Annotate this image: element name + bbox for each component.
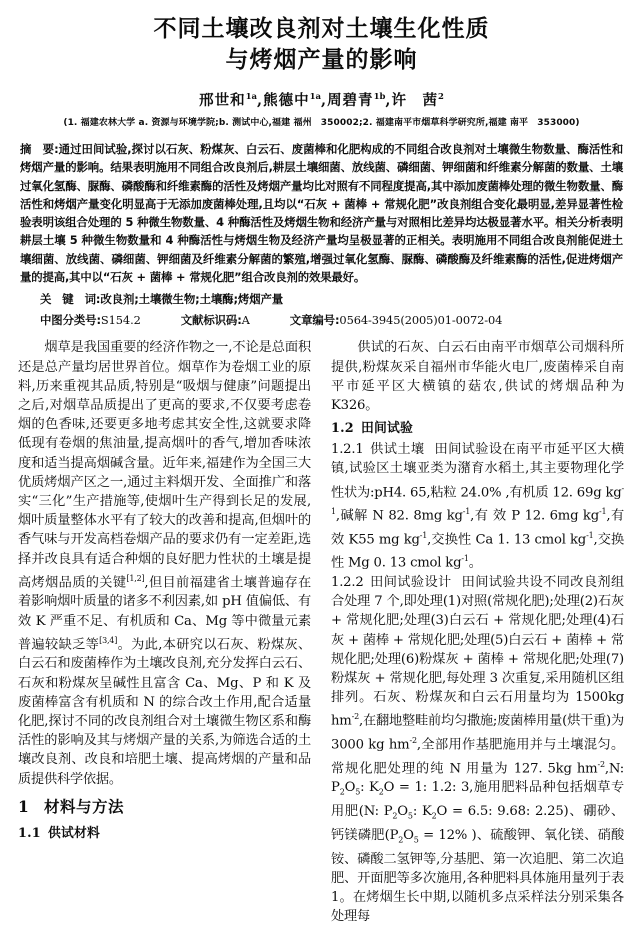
subsection-1-2-2-text-j: O = 6.5: 9.68: 2.25)、硼砂、钙镁磷肥(P (331, 804, 625, 843)
author-1-name: 邢世和 (199, 92, 246, 109)
section-1-2-title: 田间试验 (361, 421, 413, 437)
author-2-name: 熊德中 (263, 92, 310, 109)
subsection-1-2-1-text-g: 。 (468, 555, 482, 571)
body-columns (18, 338, 625, 926)
subsection-1-2-2-text-h: O (397, 804, 408, 820)
author-2-affil-marker: 1a (309, 92, 321, 103)
subsection-1-2-2-text-e: O (344, 780, 356, 796)
section-1-1-number: 1.1 (18, 825, 41, 841)
unit-exponent-6: -1 (461, 554, 469, 564)
subsection-1-2-2-text-f: : K (360, 780, 379, 796)
document-code-label: 文献标识码: (180, 313, 242, 328)
author-3-name: 周碧青 (327, 92, 374, 109)
abstract-block (18, 140, 625, 286)
author-4-affil-marker: 2 (437, 92, 444, 103)
author-list (18, 89, 625, 110)
area-exponent-3: -2 (597, 759, 605, 769)
subsection-1-2-2 (331, 573, 624, 927)
subsection-1-2-2-text-d: ,N: P (331, 760, 624, 796)
subsection-1-2-1-text-f: ,交换性 Mg 0. 13 cmol kg (331, 532, 625, 571)
area-exponent-2: -2 (409, 735, 417, 745)
author-1-affil-marker: 1a (245, 92, 258, 103)
author-4-name: 许 茜 (391, 92, 438, 109)
formula-sub-3: 2 (378, 787, 384, 797)
abstract-label-char-1: 摘 (20, 142, 32, 156)
keywords-value: 改良剂;土壤微生物;土壤酶;烤烟产量 (100, 292, 284, 307)
title-line-2: 与烤烟产量的影响 (225, 47, 418, 73)
article-number-value: 0564-3945(2005)01-0072-04 (339, 313, 503, 328)
subsection-1-2-2-title: 田间试验设计 (369, 574, 452, 590)
unit-exponent-2: -1 (462, 507, 471, 517)
section-heading-1 (18, 794, 311, 820)
intro-text-part-1: 烟草是我国重要的经济作物之一,不论是总面积还是总产量均居世界首位。烟草作为卷烟工业的原料,历来重视其品质,特别是“吸烟与健康”问题提出之后,对烟草品质提出了更高的要求,不仅要考虑卷烟的色香味,还要更多地考虑其安全性,这就要求降低现有卷烟的焦油量,提高烟叶的香气,增加香味浓度和适当提高烟碱含量。近年来,福建作为全国三大优质烤烟产区之一,通过主料烟开发、全面推广和落实“三化”生产措施等,使烟叶生产得到长足的发展,烟叶质量整体水平有了较大的改善和提高,但烟叶的香气味与开发高档卷烟产品的要求仍有一定差距,选择并改良具有适合种烟的良好肥力性状的土壤是提高烤烟品质的关键 (18, 340, 311, 591)
subsection-1-2-1-text-d: ,有 效 K55 mg kg (331, 508, 624, 548)
subsection-1-2-1 (331, 440, 624, 573)
clc-value: S154.2 (100, 313, 141, 328)
author-sep-2: , (321, 92, 328, 109)
article-number-label: 文章编号: (289, 313, 340, 328)
subsection-1-2-2-text-k: O (403, 827, 414, 843)
formula-sub-6: 2 (431, 811, 437, 821)
citation-ref-2: [3,4] (99, 635, 118, 645)
author-sep-1: , (257, 92, 264, 109)
citation-ref-1: [1,2] (126, 573, 145, 583)
unit-exponent-3: -1 (598, 507, 607, 517)
title-block (18, 8, 625, 130)
unit-exponent-1: -1 (331, 483, 624, 517)
right-column (331, 338, 624, 926)
document-code-value: A (241, 313, 250, 328)
subsection-1-2-1-text-a: 田间试验设在南平市延平区大横镇,试验区土壤亚类为潴育水稻土,其主要物理化学性状为:pH4. 65,粘粒 24.0% ,有机质 12. 69g kg (331, 442, 625, 500)
intro-text-part-3: 。为此,本研究以石灰、粉煤灰、白云石和废菌棒作为土壤改良剂,充分发挥白云石、石灰和粉煤灰呈碱性且富含 Ca、Mg、P 和 K 及废菌棒富含有机质和 N 的综合改土作用,配合适量化肥,探讨不同的改良剂组合对土壤微生物区系和酶活性的影响及其与烤烟产量的关系,为筛选合适的土壤改良剂、改良和培肥土壤、提高烤烟的产量和品质提供科学依据。 (18, 637, 311, 787)
formula-sub-2: 5 (355, 787, 361, 797)
abstract-label-char-2: 要 (42, 142, 55, 156)
subsection-1-2-1-text-e: ,交换性 Ca 1. 13 cmol kg (427, 532, 587, 548)
title-line-1: 不同土壤改良剂对土壤生化性质 (153, 16, 490, 42)
author-4 (391, 92, 443, 109)
subsection-1-2-2-text-c: ,全部用作基肥施用并与土壤混匀。常规化肥处理的纯 N 用量为 127. 5kg hm (331, 737, 624, 776)
abstract-text: 通过田间试验,探讨以石灰、粉煤灰、白云石、废菌棒和化肥构成的不同组合改良剂对土壤微生物数量、酶活性和烤烟产量的影响。结果表明施用不同组合改良剂后,耕层土壤细菌、放线菌、磷细菌、钾细菌和纤维素分解菌的数量、土壤过氧化氢酶、脲酶、磷酸酶和纤维素酶的活性及烤烟产量均比对照有不同程度提高,其中添加废菌棒处理的微生物数量、酶活性和烤烟产量变化明显高于无添加废菌棒处理,且均以“石灰 + 菌棒 + 常规化肥”改良剂组合变化最明显,差异显著性检验表明该组合处理的 5 种微生物数量、4 种酶活性及烤烟生物和经济产量与对照相比差异均达极显著水平。相关分析表明耕层土壤 5 种微生物数量和 4 种酶活性与烤烟生物及经济产量均呈极显著的正相关。表明施用不同组合改良剂能促进土壤细菌、放线菌、磷细菌、钾细菌及纤维素分解菌的繁殖,增强过氧化氢酶、脲酶、磷酸酶及纤维素酶的活性,促进烤烟产量的提高,其中以“石灰 + 菌棒 + 常规化肥”组合改良剂的效果最好。 (20, 142, 623, 285)
unit-exponent-5: -1 (586, 530, 594, 540)
subsection-1-2-2-text-l: = 12% )、硫酸钾、氧化镁、硝酸铵、磷酸二氢钾等,分基肥、第一次追肥、第二次追肥、开面肥等多次施用,各种肥料具体施用量列于表 1。在烤烟生长中期,以随机多点采样法分别采集各处理每 (331, 827, 624, 925)
author-sep-3: , (385, 92, 392, 109)
author-3 (327, 92, 385, 109)
subsection-1-2-2-text-a: 田间试验共设不同改良剂组合处理 7 个,即处理(1)对照(常规化肥);处理(2)石灰 + 常规化肥;处理(3)白云石 + 常规化肥;处理(4)石灰 + 菌棒 + 常规化肥;处理(5)白云石 + 菌棒 + 常规化肥;处理(6)粉煤灰 + 菌棒 + 常规化肥;处理(7)粉煤灰 + 常规化肥,每处理 3 次重复,采用随机区组排列。石灰、粉煤灰和白云石用量均为 1500kg hm (331, 574, 624, 729)
keywords-label-char-3: 词 (84, 292, 96, 307)
page-title (18, 14, 625, 76)
affiliation-line: (1. 福建农林大学 a. 资源与环境学院;b. 测试中心,福建 福州 350002;2. 福建南平市烟草科学研究所,福建 南平 353000) (63, 118, 580, 128)
section-1-number: 1 (18, 796, 30, 816)
keywords-colon: : (95, 292, 101, 307)
intro-text-part-2: ,但目前福建省土壤普遍存在着影响烟叶质量的诸多不利因素,如 pH 值偏低、有效 K 严重不足、有机质和 Ca、Mg 等中微量元素普遍较缺乏等 (18, 575, 312, 653)
abstract-colon: : (54, 142, 59, 156)
keywords-line (18, 290, 625, 309)
left-column (18, 338, 311, 844)
author-3-affil-marker: 1b (373, 92, 386, 103)
subsection-1-2-1-title: 供试土壤 (369, 442, 425, 458)
section-1-2-number: 1.2 (331, 421, 354, 437)
author-1 (199, 92, 257, 109)
formula-sub-4: 2 (392, 811, 398, 821)
introduction-paragraph (18, 338, 311, 788)
abstract-label (20, 142, 58, 156)
section-1-title: 材料与方法 (44, 797, 125, 816)
subsection-1-2-1-number: 1.2.1 (331, 442, 364, 458)
metadata-line (18, 311, 625, 330)
subsection-1-2-2-number: 1.2.2 (331, 574, 364, 590)
formula-sub-8: 5 (413, 835, 419, 845)
formula-sub-7: 2 (398, 835, 404, 845)
keywords-label (40, 292, 100, 306)
formula-sub-5: 5 (407, 811, 413, 821)
subsection-1-2-1-text-c: ,有 效 P 12. 6mg kg (470, 508, 599, 524)
section-heading-1-2 (331, 418, 624, 440)
keywords-label-char-1: 关 (40, 292, 52, 307)
subsection-1-2-2-text-b: ,在翻地整畦前均匀撒施;废菌棒用量(烘干重)为 3000 kg hm (331, 713, 624, 753)
section-1-1-title: 供试材料 (48, 825, 100, 841)
unit-exponent-4: -1 (419, 530, 428, 540)
subsection-1-2-2-text-g: O = 1: 1.2: 3,施用肥料品种包括烟草专用肥(N: P (331, 780, 625, 820)
keywords-label-char-2: 键 (62, 292, 74, 307)
section-heading-1-1 (18, 823, 311, 845)
clc-label: 中图分类号: (40, 313, 101, 328)
materials-paragraph: 供试的石灰、白云石由南平市烟草公司烟科所提供,粉煤灰采自福州市华能火电厂,废菌棒采自南平市延平区大横镇的菇农,供试的烤烟品种为 K326。 (331, 340, 624, 413)
author-2 (263, 92, 321, 109)
formula-sub-1: 2 (339, 787, 345, 797)
area-exponent-1: -2 (351, 712, 360, 722)
subsection-1-2-2-text-i: : K (412, 804, 432, 820)
subsection-1-2-1-text-b: ,碱解 N 82. 8mg kg (335, 508, 463, 524)
